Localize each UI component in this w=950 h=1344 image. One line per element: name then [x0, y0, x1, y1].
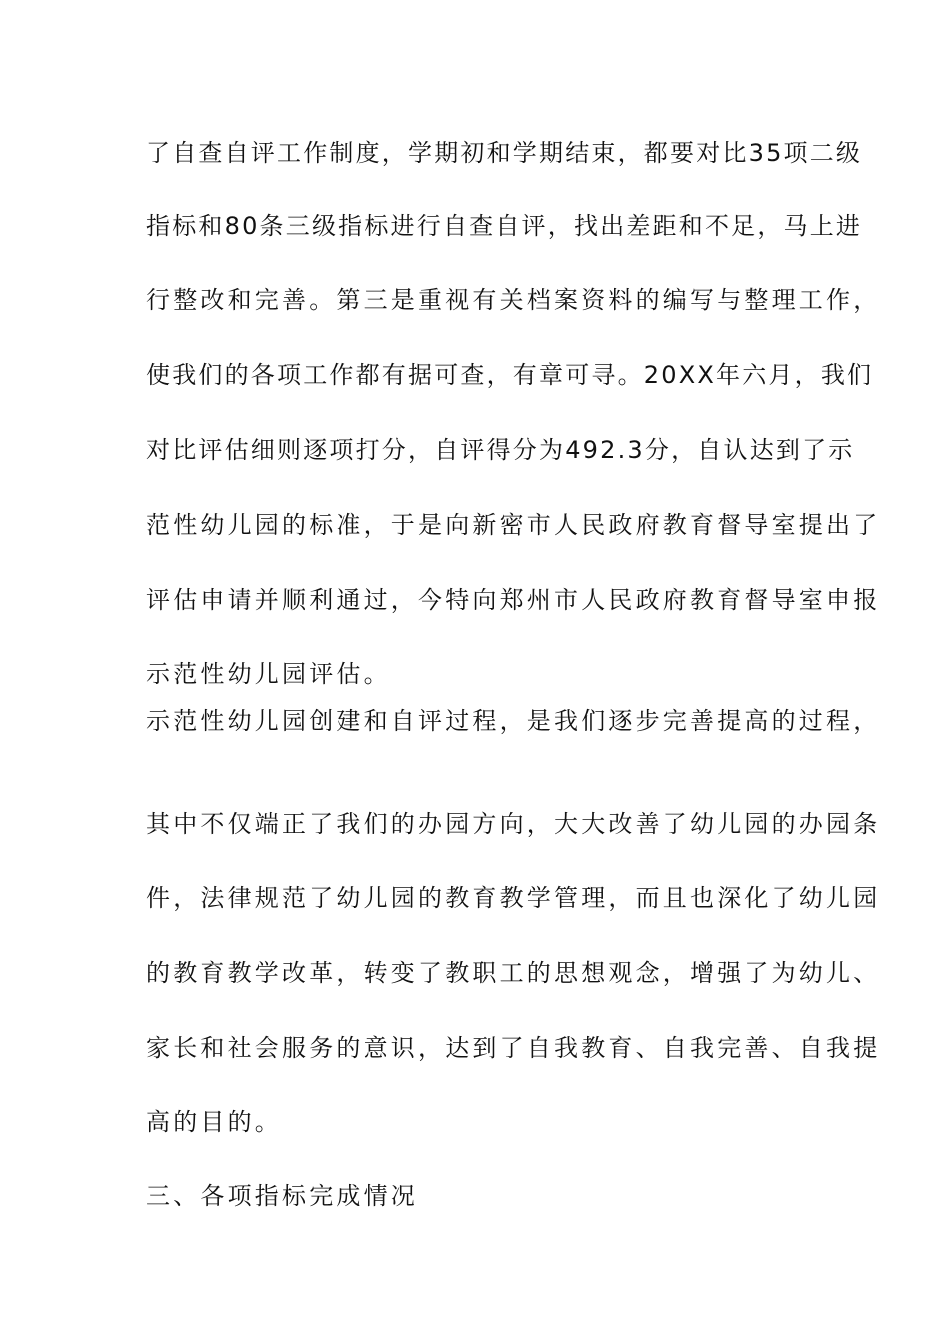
text-line: 范性幼儿园的标准，于是向新密市人民政府教育督导室提出了	[146, 511, 881, 539]
text-line: 行整改和完善。第三是重视有关档案资料的编写与整理工作，	[146, 286, 881, 314]
text-line: 高的目的。	[146, 1108, 282, 1136]
text-line: 件，法律规范了幼儿园的教育教学管理，而且也深化了幼儿园	[146, 884, 881, 912]
text-line: 家长和社会服务的意识，达到了自我教育、自我完善、自我提	[146, 1034, 881, 1062]
text-line: 评估申请并顺利通过，今特向郑州市人民政府教育督导室申报	[146, 586, 881, 614]
text-line: 的教育教学改革，转变了教职工的思想观念，增强了为幼儿、	[146, 959, 881, 987]
text-line: 示范性幼儿园评估。	[146, 660, 391, 688]
section-heading: 三、各项指标完成情况	[146, 1182, 418, 1210]
text-line: 了自查自评工作制度，学期初和学期结束，都要对比35项二级	[146, 139, 863, 167]
text-line: 示范性幼儿园创建和自评过程，是我们逐步完善提高的过程，	[146, 707, 881, 735]
text-line: 其中不仅端正了我们的办园方向，大大改善了幼儿园的办园条	[146, 810, 881, 838]
text-line: 使我们的各项工作都有据可查，有章可寻。20XX年六月，我们	[146, 361, 874, 389]
text-line: 对比评估细则逐项打分，自评得分为492.3分，自认达到了示	[146, 436, 855, 464]
text-line: 指标和80条三级指标进行自查自评，找出差距和不足，马上进	[146, 212, 863, 240]
